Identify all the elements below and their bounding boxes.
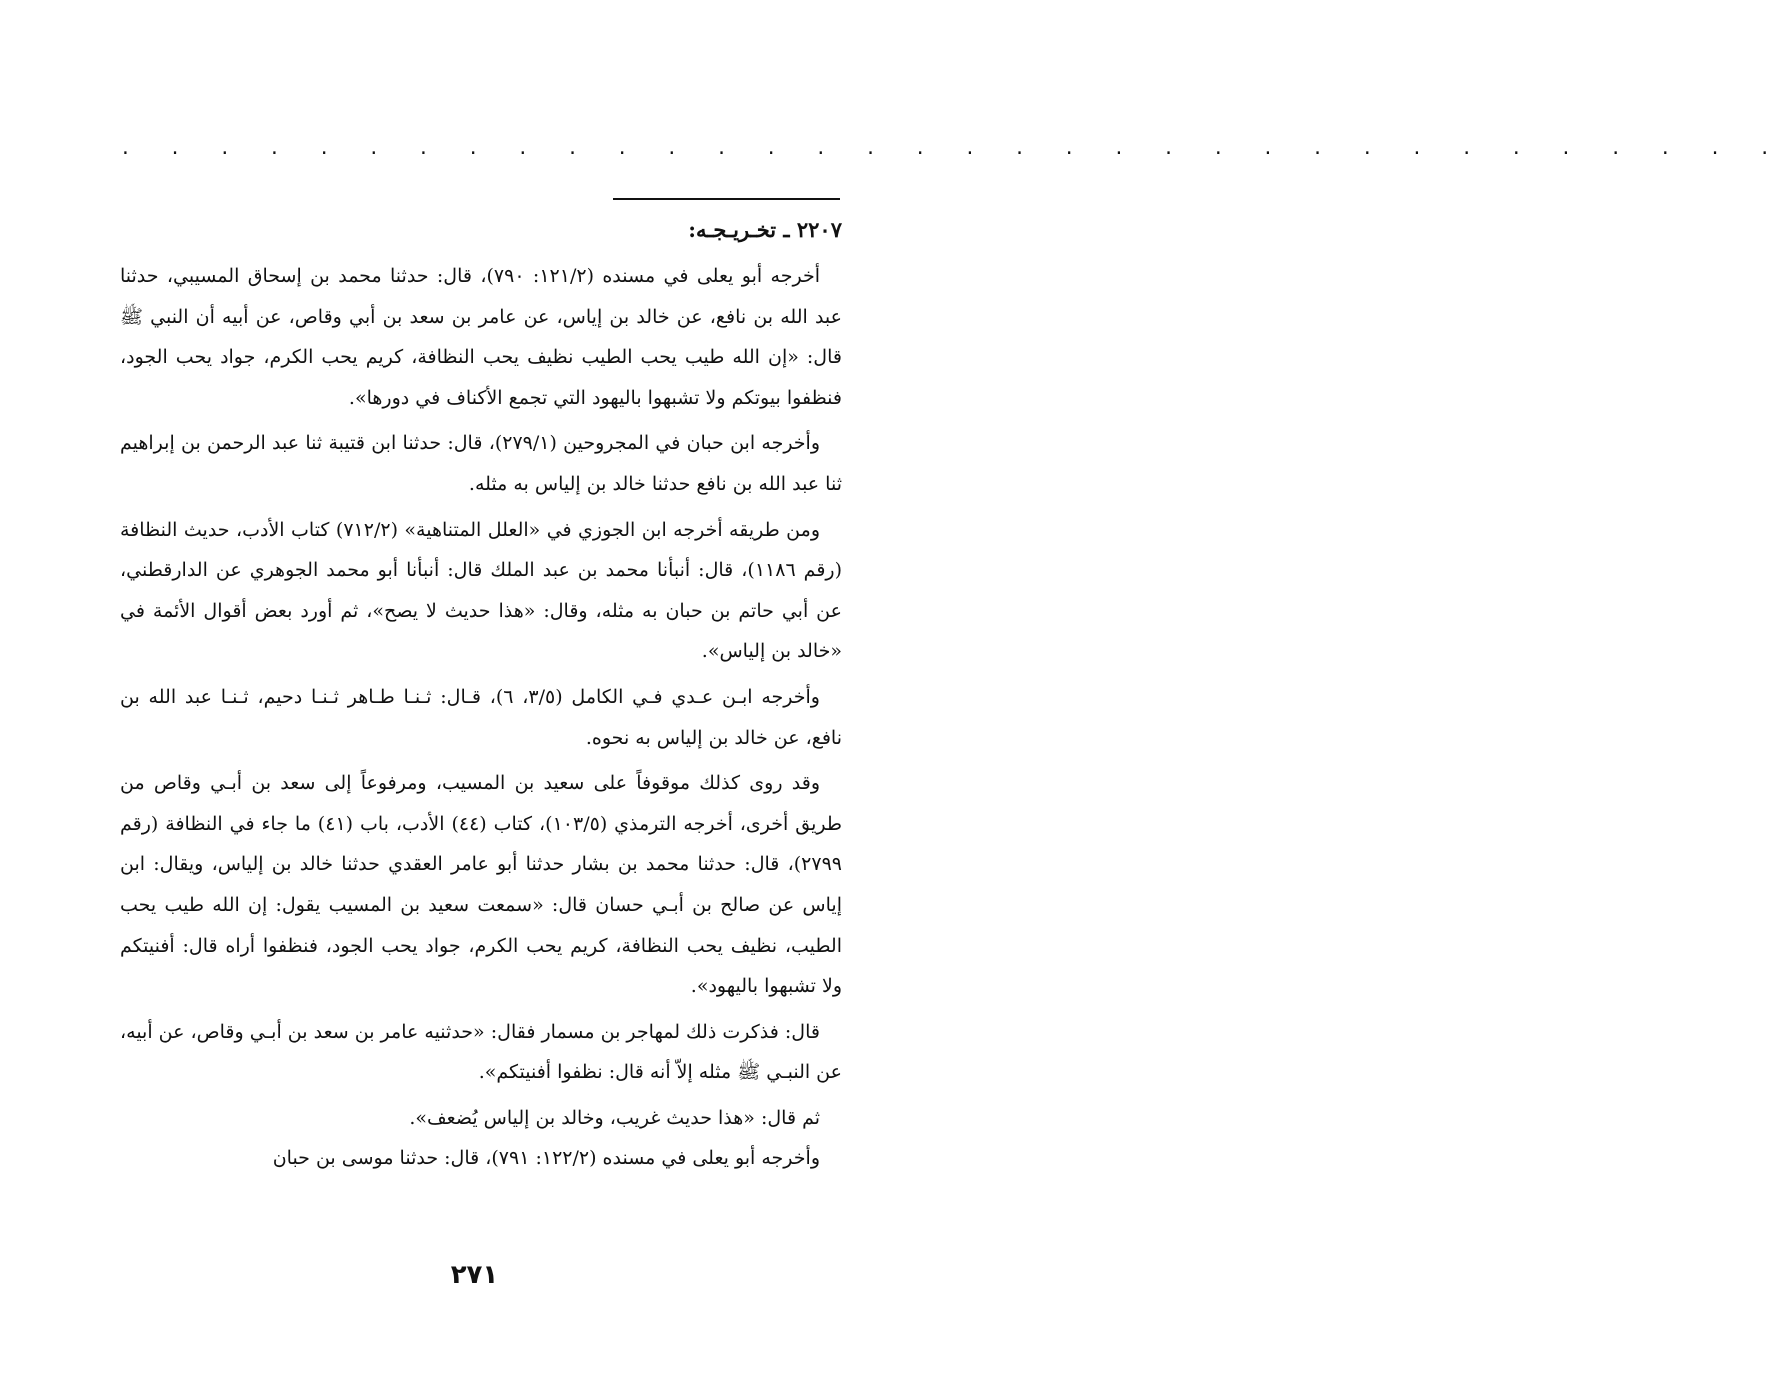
paragraph-muhajir: قال: فذكرت ذلك لمهاجر بن مسمار فقال: «حدثنيه عامر بن سعد بن أبـي وقاص، عن أبيه، عن النبـي ﷺ مثله إلاّ أنه قال: نظفوا أفنيتكم». — [120, 1020, 842, 1084]
page-number: ٢٧١ — [450, 1260, 499, 1290]
document-body — [120, 210, 842, 1179]
heading-dash: ـ — [783, 217, 790, 242]
paragraph-tirmidhi: وقد روى كذلك موقوفاً على سعيد بن المسيب، ومرفوعاً إلى سعد بن أبـي وقاص من طريق أخرى، أخرجه الترمذي (١٠٣/٥)، كتاب (٤٤) الأدب، باب (٤١) ما جاء في النظافة (رقم ٢٧٩٩)، قال: حدثنا محمد بن بشار حدثنا أبو عامر العقدي حدثنا خالد بن إلياس، ويقال: ابن إياس عن صالح بن أبـي حسان قال: «سمعت سعيد بن المسيب يقول: إن الله طيب يحب الطيب، نظيف يحب النظافة، كريم يحب الكرم، جواد يحب الجود، فنظفوا أراه قال: أفنيتكم ولا تشبهوا باليهود». — [120, 772, 842, 998]
heading-label: تخـريـجـه: — [688, 217, 777, 242]
paragraph-ibn-hibban: وأخرجه ابن حبان في المجروحين (٢٧٩/١)، قال: حدثنا ابن قتيبة ثنا عبد الرحمن بن إبراهيم ثنا عبد الله بن نافع حدثنا خالد بن إلياس به مثله. — [120, 432, 842, 495]
heading-rule — [613, 198, 840, 200]
heading-number: ٢٢٠٧ — [796, 217, 842, 242]
paragraph-ibn-al-jawzi: ومن طريقه أخرجه ابن الجوزي في «العلل المتناهية» (٧١٢/٢) كتاب الأدب، حديث النظافة (رقم ١١٨٦)، قال: أنبأنا محمد بن عبد الملك قال: أنبأنا أبو محمد الجوهري عن الدارقطني، عن أبي حاتم بن حبان به مثله، وقال: «هذا حديث لا يصح»، ثم أورد بعض أقوال الأئمة في «خالد بن إلياس». — [120, 518, 842, 663]
paragraph-abu-yala-2: وأخرجه أبو يعلى في مسنده (١٢٢/٢: ٧٩١)، قال: حدثنا موسى بن حبان — [272, 1147, 820, 1170]
dotted-separator: · · · · · · · · · · · · · · · · · · · · · · · · · · · · · · · · · · — [120, 143, 1784, 164]
paragraph-abu-yala-1: أخرجه أبو يعلى في مسنده (١٢١/٢: ٧٩٠)، قال: حدثنا محمد بن إسحاق المسيبي، حدثنا عبد الله بن نافع، عن خالد بن إياس، عن عامر بن سعد بن أبي وقاص، عن أبيه أن النبي ﷺ قال: «إن الله طيب يحب الطيب نظيف يحب النظافة، كريم يحب الكرم، جواد يحب الجود، فنظفوا بيوتكم ولا تشبهوا باليهود التي تجمع الأكناف في دورها». — [120, 265, 842, 409]
paragraph-ibn-adi: وأخرجه ابـن عـدي فـي الكامل (٣/٥، ٦)، قـال: ثـنـا طـاهر ثـنـا دحيم، ثـنـا عبد الله بن نافع، عن خالد بن إلياس به نحوه. — [120, 685, 842, 749]
section-heading — [120, 210, 842, 250]
paragraph-tirmidhi-verdict: ثم قال: «هذا حديث غريب، وخالد بن إلياس يُضعف». — [409, 1106, 820, 1129]
